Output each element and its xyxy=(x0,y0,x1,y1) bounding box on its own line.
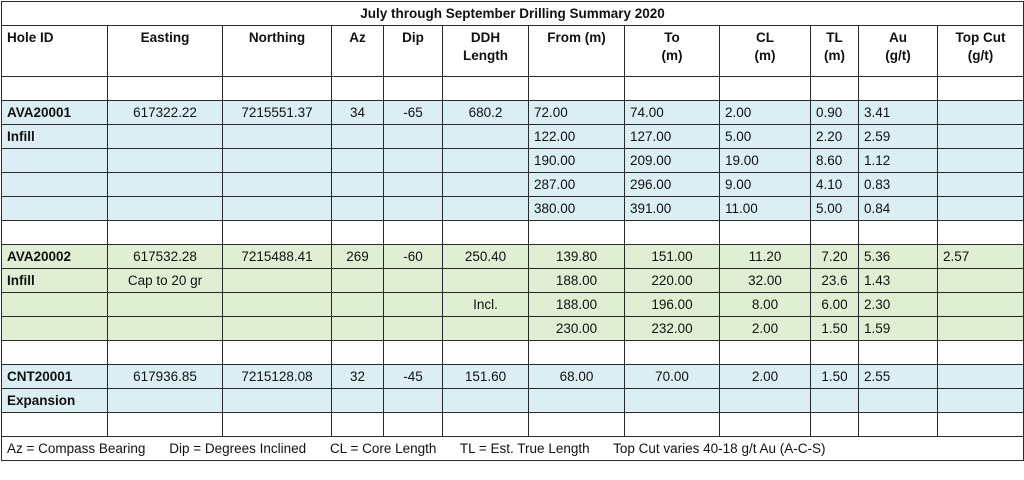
footnote-az: Az = Compass Bearing xyxy=(7,441,146,456)
cell-top-cut xyxy=(938,197,1024,221)
cell-hole-id: AVA20002 xyxy=(2,245,108,269)
cell-from: 188.00 xyxy=(529,269,625,293)
table-row xyxy=(2,365,1024,389)
cell-dip: -45 xyxy=(384,365,443,389)
cell-az xyxy=(332,197,384,221)
header-to-line2: (m) xyxy=(661,48,683,63)
header-northing: Northing xyxy=(223,26,332,77)
cell-cl: 19.00 xyxy=(720,149,811,173)
header-cl-line1: CL xyxy=(756,30,774,45)
cell-northing xyxy=(223,317,332,341)
header-tl-line1: TL xyxy=(826,30,843,45)
cell-az: 269 xyxy=(332,245,384,269)
cell-au: 1.43 xyxy=(859,269,938,293)
table-row xyxy=(2,173,1024,197)
cell-au: 2.55 xyxy=(859,365,938,389)
cell-az xyxy=(332,293,384,317)
cell-from: 287.00 xyxy=(529,173,625,197)
cell-northing: 7215128.08 xyxy=(223,365,332,389)
cell-tl: 7.20 xyxy=(811,245,859,269)
cell-au: 2.59 xyxy=(859,125,938,149)
cell-dip xyxy=(384,173,443,197)
header-row xyxy=(2,26,1024,77)
cell-au xyxy=(859,389,938,413)
table-row xyxy=(2,197,1024,221)
cell-ddh-length xyxy=(443,389,529,413)
cell-tl: 6.00 xyxy=(811,293,859,317)
cell-cl: 2.00 xyxy=(720,101,811,125)
cell-northing xyxy=(223,293,332,317)
cell-hole-id xyxy=(2,317,108,341)
header-cl-line2: (m) xyxy=(754,48,776,63)
cell-easting xyxy=(108,389,223,413)
header-au-line1: Au xyxy=(889,30,907,45)
cell-hole-id: CNT20001 xyxy=(2,365,108,389)
cell-from: 230.00 xyxy=(529,317,625,341)
cell-az xyxy=(332,173,384,197)
cell-easting xyxy=(108,149,223,173)
cell-to: 232.00 xyxy=(625,317,720,341)
footnote-top-cut: Top Cut varies 40-18 g/t Au (A-C-S) xyxy=(613,441,826,456)
cell-az: 32 xyxy=(332,365,384,389)
cell-northing xyxy=(223,149,332,173)
cell-tl: 23.6 xyxy=(811,269,859,293)
cell-top-cut xyxy=(938,149,1024,173)
header-easting: Easting xyxy=(108,26,223,77)
cell-easting xyxy=(108,125,223,149)
cell-from: 122.00 xyxy=(529,125,625,149)
cell-northing xyxy=(223,125,332,149)
header-dip: Dip xyxy=(384,26,443,77)
cell-hole-id xyxy=(2,293,108,317)
cell-easting: 617532.28 xyxy=(108,245,223,269)
cell-ddh-length xyxy=(443,173,529,197)
cell-easting: Cap to 20 gr xyxy=(108,269,223,293)
table-row xyxy=(2,125,1024,149)
cell-tl: 4.10 xyxy=(811,173,859,197)
table-row xyxy=(2,317,1024,341)
cell-to: 74.00 xyxy=(625,101,720,125)
cell-easting xyxy=(108,197,223,221)
cell-easting xyxy=(108,173,223,197)
cell-au: 3.41 xyxy=(859,101,938,125)
cell-ddh-length xyxy=(443,197,529,221)
spacer-row xyxy=(2,341,1024,365)
header-az: Az xyxy=(332,26,384,77)
cell-az xyxy=(332,125,384,149)
spacer-row xyxy=(2,413,1024,437)
cell-from: 72.00 xyxy=(529,101,625,125)
cell-ddh-length xyxy=(443,149,529,173)
cell-az xyxy=(332,269,384,293)
cell-tl xyxy=(811,389,859,413)
cell-hole-id xyxy=(2,149,108,173)
cell-tl: 2.20 xyxy=(811,125,859,149)
cell-cl: 11.20 xyxy=(720,245,811,269)
cell-cl: 8.00 xyxy=(720,293,811,317)
table-row xyxy=(2,245,1024,269)
header-ddh-length xyxy=(443,26,529,77)
cell-tl: 0.90 xyxy=(811,101,859,125)
cell-from: 190.00 xyxy=(529,149,625,173)
cell-ddh-length xyxy=(443,317,529,341)
cell-northing xyxy=(223,389,332,413)
cell-ddh-length: 250.40 xyxy=(443,245,529,269)
cell-dip xyxy=(384,125,443,149)
cell-easting xyxy=(108,293,223,317)
cell-from: 188.00 xyxy=(529,293,625,317)
cell-az: 34 xyxy=(332,101,384,125)
table-row xyxy=(2,149,1024,173)
table-row xyxy=(2,269,1024,293)
header-top-cut-line2: (g/t) xyxy=(967,48,994,63)
cell-au: 1.59 xyxy=(859,317,938,341)
cell-cl: 11.00 xyxy=(720,197,811,221)
cell-top-cut xyxy=(938,173,1024,197)
header-from: From (m) xyxy=(529,26,625,77)
header-top-cut xyxy=(938,26,1024,77)
cell-to: 296.00 xyxy=(625,173,720,197)
table-title: July through September Drilling Summary 2020 xyxy=(2,2,1024,26)
header-au xyxy=(859,26,938,77)
cell-northing xyxy=(223,269,332,293)
cell-hole-id: AVA20001 xyxy=(2,101,108,125)
cell-dip xyxy=(384,389,443,413)
cell-au: 1.12 xyxy=(859,149,938,173)
cell-top-cut xyxy=(938,293,1024,317)
cell-dip xyxy=(384,269,443,293)
cell-tl: 8.60 xyxy=(811,149,859,173)
cell-northing xyxy=(223,197,332,221)
cell-ddh-length: 151.60 xyxy=(443,365,529,389)
header-tl xyxy=(811,26,859,77)
spacer-row xyxy=(2,221,1024,245)
cell-easting xyxy=(108,317,223,341)
cell-dip xyxy=(384,149,443,173)
header-to-line1: To xyxy=(664,30,680,45)
cell-easting: 617322.22 xyxy=(108,101,223,125)
cell-dip xyxy=(384,293,443,317)
header-top-cut-line1: Top Cut xyxy=(955,30,1006,45)
cell-cl: 32.00 xyxy=(720,269,811,293)
cell-to: 151.00 xyxy=(625,245,720,269)
cell-to: 209.00 xyxy=(625,149,720,173)
cell-hole-id: Infill xyxy=(2,125,108,149)
spacer-row xyxy=(2,77,1024,101)
cell-to xyxy=(625,389,720,413)
cell-to: 70.00 xyxy=(625,365,720,389)
header-ddh-line2: Length xyxy=(463,48,508,63)
cell-hole-id: Expansion xyxy=(2,389,108,413)
cell-tl: 5.00 xyxy=(811,197,859,221)
cell-top-cut: 2.57 xyxy=(938,245,1024,269)
cell-cl: 5.00 xyxy=(720,125,811,149)
cell-from: 68.00 xyxy=(529,365,625,389)
table-row xyxy=(2,101,1024,125)
cell-to: 220.00 xyxy=(625,269,720,293)
footer-row xyxy=(2,437,1024,461)
cell-cl: 2.00 xyxy=(720,317,811,341)
cell-tl: 1.50 xyxy=(811,365,859,389)
cell-top-cut xyxy=(938,125,1024,149)
cell-northing: 7215551.37 xyxy=(223,101,332,125)
cell-ddh-length xyxy=(443,125,529,149)
cell-top-cut xyxy=(938,389,1024,413)
cell-top-cut xyxy=(938,365,1024,389)
cell-from: 139.80 xyxy=(529,245,625,269)
footnote-tl: TL = Est. True Length xyxy=(459,441,590,456)
cell-au: 0.83 xyxy=(859,173,938,197)
cell-top-cut xyxy=(938,101,1024,125)
cell-au: 0.84 xyxy=(859,197,938,221)
footnote-dip: Dip = Degrees Inclined xyxy=(169,441,307,456)
cell-dip xyxy=(384,317,443,341)
cell-northing: 7215488.41 xyxy=(223,245,332,269)
cell-au: 2.30 xyxy=(859,293,938,317)
footnote-cl: CL = Core Length xyxy=(329,441,437,456)
cell-az xyxy=(332,149,384,173)
cell-from: 380.00 xyxy=(529,197,625,221)
cell-az xyxy=(332,317,384,341)
header-hole-id: Hole ID xyxy=(2,26,108,77)
cell-dip: -60 xyxy=(384,245,443,269)
cell-dip xyxy=(384,197,443,221)
header-ddh-line1: DDH xyxy=(470,30,501,45)
header-au-line2: (g/t) xyxy=(885,48,911,63)
drilling-summary-table xyxy=(1,1,1024,461)
cell-hole-id: Infill xyxy=(2,269,108,293)
cell-ddh-length: 680.2 xyxy=(443,101,529,125)
cell-az xyxy=(332,389,384,413)
table-row xyxy=(2,389,1024,413)
cell-ddh-length: Incl. xyxy=(443,293,529,317)
cell-top-cut xyxy=(938,317,1024,341)
header-cl xyxy=(720,26,811,77)
cell-cl: 9.00 xyxy=(720,173,811,197)
cell-tl: 1.50 xyxy=(811,317,859,341)
cell-cl: 2.00 xyxy=(720,365,811,389)
cell-dip: -65 xyxy=(384,101,443,125)
cell-to: 127.00 xyxy=(625,125,720,149)
cell-ddh-length xyxy=(443,269,529,293)
cell-hole-id xyxy=(2,197,108,221)
header-to xyxy=(625,26,720,77)
cell-au: 5.36 xyxy=(859,245,938,269)
header-tl-line2: (m) xyxy=(824,48,845,63)
cell-to: 196.00 xyxy=(625,293,720,317)
cell-cl xyxy=(720,389,811,413)
cell-northing xyxy=(223,173,332,197)
cell-to: 391.00 xyxy=(625,197,720,221)
table-row xyxy=(2,293,1024,317)
cell-top-cut xyxy=(938,269,1024,293)
cell-from xyxy=(529,389,625,413)
cell-hole-id xyxy=(2,173,108,197)
cell-easting: 617936.85 xyxy=(108,365,223,389)
legend-footnote xyxy=(2,437,1024,461)
